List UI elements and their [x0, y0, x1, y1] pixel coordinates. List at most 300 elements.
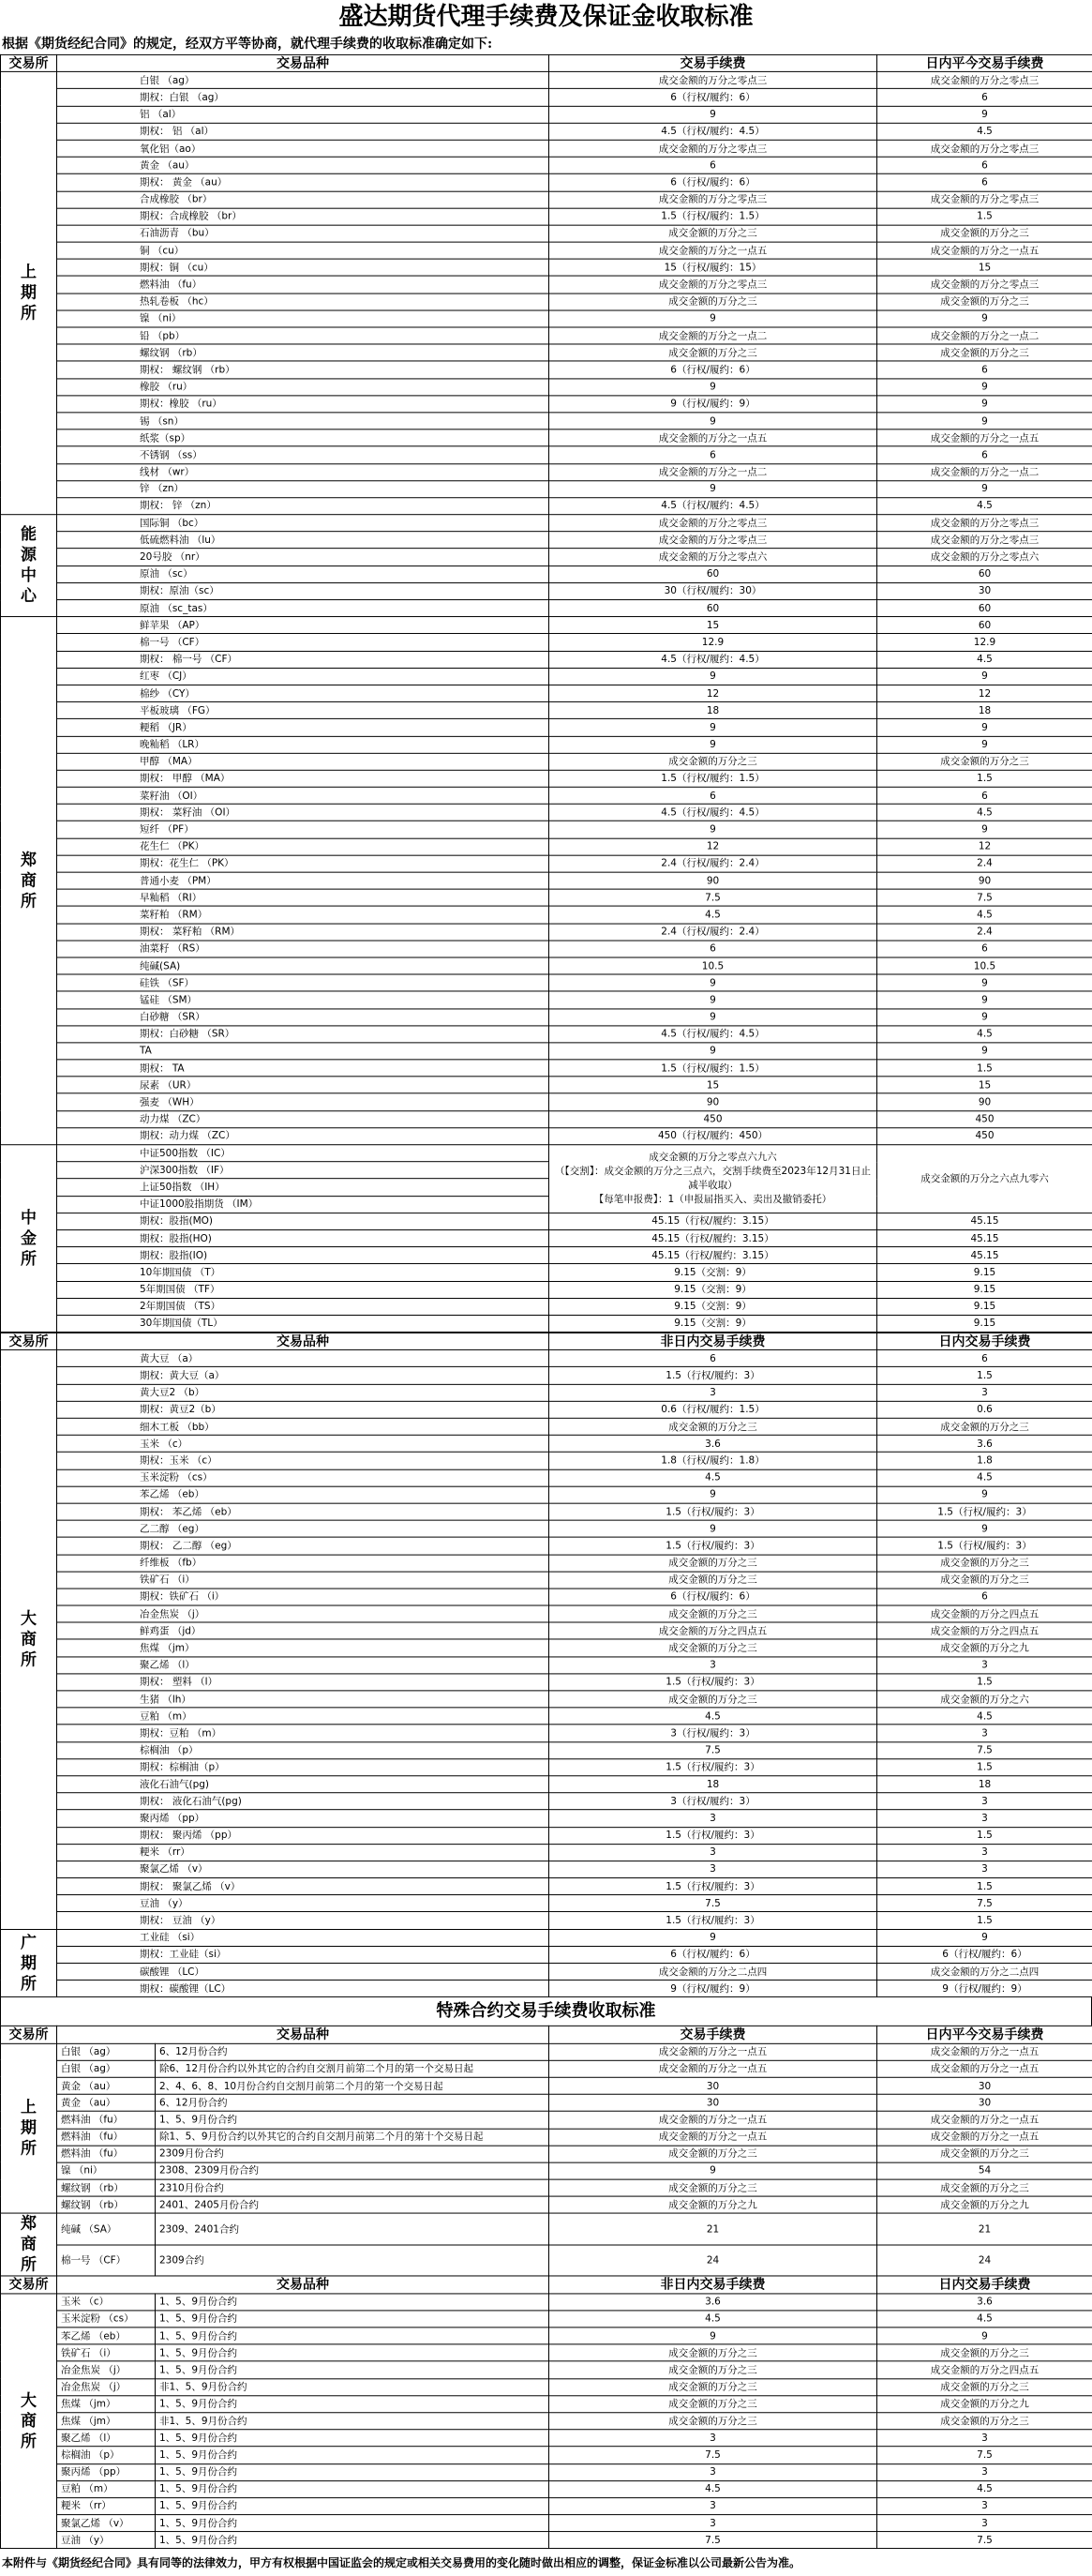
main-fee-table	[0, 54, 1092, 1333]
product-cell: 期权： 甲醇 （MA）	[57, 770, 549, 787]
fee-cell: 1.5（行权/履约：3）	[549, 1367, 877, 1384]
table-row	[1, 838, 1092, 855]
table-row	[1, 651, 1092, 668]
intraday-fee-cell: 18	[877, 702, 1092, 719]
intraday-fee-cell: 成交金额的万分之四点五	[877, 1622, 1092, 1639]
product-cell: 30年期国债（TL）	[57, 1315, 549, 1332]
fee-cell: 9	[549, 2162, 877, 2179]
fee-cell: 9.15（交割：9）	[549, 1281, 877, 1298]
header-fee: 非日内交易手续费	[549, 1333, 877, 1349]
fee-cell: 21	[549, 2214, 877, 2245]
product-cell: 苯乙烯 （eb）	[57, 2327, 156, 2344]
table-row	[1, 1741, 1092, 1758]
fee-cell: 4.5	[549, 906, 877, 923]
intraday-fee-cell: 成交金额的万分之三	[877, 344, 1092, 361]
fee-cell: 成交金额的万分之零点三	[549, 72, 877, 89]
table-row	[1, 2396, 1092, 2413]
fee-cell: 18	[549, 1776, 877, 1793]
table-row	[1, 446, 1092, 463]
intraday-fee-cell: 成交金额的万分之一点二	[877, 463, 1092, 480]
table-row	[1, 2327, 1092, 2344]
intraday-fee-cell: 成交金额的万分之零点三	[877, 191, 1092, 208]
intraday-fee-cell: 3	[877, 1860, 1092, 1877]
fee-cell: 2.4（行权/履约：2.4）	[549, 924, 877, 941]
table-row	[1, 2413, 1092, 2430]
product-cell: 期权：股指(MO)	[57, 1213, 549, 1229]
table-row	[1, 1555, 1092, 1572]
contract-cell: 1、5、9月份合约	[156, 2430, 549, 2447]
fee-cell: 6（行权/履约：6）	[549, 89, 877, 106]
fee-cell: 1.5（行权/履约：3）	[549, 1759, 877, 1776]
fee-cell: 成交金额的万分之零点三	[549, 532, 877, 549]
table-row	[1, 1963, 1092, 1980]
intraday-fee-cell: 成交金额的万分之一点五	[877, 2112, 1092, 2129]
product-cell: 细木工板 （bb）	[57, 1418, 549, 1435]
fee-cell: 9	[549, 310, 877, 327]
table-row	[1, 565, 1092, 582]
product-cell: 期权：铜 （cu）	[57, 259, 549, 276]
product-cell: 不锈钢 （ss）	[57, 446, 549, 463]
exchange-label: 郑 商 所	[1, 2214, 57, 2277]
fee-cell: 成交金额的万分之零点六	[549, 549, 877, 565]
fee-cell: 3	[549, 2463, 877, 2480]
fee-cell: 1.5（行权/履约：3）	[549, 1503, 877, 1520]
product-cell: 粳稻 （JR）	[57, 719, 549, 736]
product-cell: 纤维板 （fb）	[57, 1555, 549, 1572]
fee-cell: 7.5	[549, 1895, 877, 1912]
fee-cell: 18	[549, 702, 877, 719]
product-cell: 期权： 棉一号 （CF）	[57, 651, 549, 668]
intraday-fee-cell: 4.5	[877, 1026, 1092, 1043]
product-cell: 期权：黄大豆（a）	[57, 1367, 549, 1384]
product-cell: 棕榈油 （p）	[57, 1741, 549, 1758]
fee-cell: 3	[549, 1384, 877, 1401]
intraday-fee-cell: 成交金额的万分之零点三	[877, 515, 1092, 532]
intraday-fee-cell: 4.5	[877, 906, 1092, 923]
product-cell: 5年期国债 （TF）	[57, 1281, 549, 1298]
product-cell: 冶金焦炭 （j）	[57, 2361, 156, 2378]
product-cell: 期权： 豆油 （y）	[57, 1912, 549, 1929]
intraday-fee-cell: 成交金额的万分之三	[877, 225, 1092, 242]
product-cell: 冶金焦炭 （j）	[57, 1605, 549, 1622]
product-cell: 纯碱 （SA）	[57, 2214, 156, 2245]
product-cell: 燃料油 （fu）	[57, 277, 549, 294]
fee-cell: 90	[549, 872, 877, 889]
product-cell: 原油 （sc）	[57, 565, 549, 582]
table-row	[1, 719, 1092, 736]
product-cell: 黄大豆 （a）	[57, 1350, 549, 1367]
header-exchange: 交易所	[1, 2026, 57, 2043]
product-cell: 动力煤 （ZC）	[57, 1110, 549, 1127]
exchange-label: 大 商 所	[1, 1350, 57, 1929]
product-cell: 玉米淀粉 （cs）	[57, 1469, 549, 1486]
product-cell: 10年期国债 （T）	[57, 1264, 549, 1281]
product-cell: 原油 （sc_tas）	[57, 600, 549, 617]
contract-cell: 2309合约	[156, 2245, 549, 2276]
product-cell: 焦煤 （jm）	[57, 1639, 549, 1656]
intraday-fee-cell: 450	[877, 1110, 1092, 1127]
intraday-fee-cell: 10.5	[877, 957, 1092, 974]
table-row	[1, 736, 1092, 753]
intraday-fee-cell: 1.5（行权/履约：3）	[877, 1537, 1092, 1554]
intraday-fee-cell: 7.5	[877, 889, 1092, 906]
table-row	[1, 634, 1092, 651]
contract-cell: 2309月份合约	[156, 2146, 549, 2162]
table-row	[1, 2311, 1092, 2327]
table-row	[1, 2463, 1092, 2480]
table-row	[1, 498, 1092, 515]
fee-cell: 9	[549, 1929, 877, 1946]
table-row	[1, 242, 1092, 259]
table-row	[1, 1810, 1092, 1827]
intraday-fee-cell: 9	[877, 480, 1092, 497]
fee-cell: 3	[549, 2430, 877, 2447]
table-row	[1, 1981, 1092, 1997]
intraday-fee-cell: 7.5	[877, 1741, 1092, 1758]
product-cell: 黄大豆2 （b）	[57, 1384, 549, 1401]
contract-cell: 1、5、9月份合约	[156, 2344, 549, 2361]
contract-cell: 1、5、9月份合约	[156, 2463, 549, 2480]
table-row	[1, 2214, 1092, 2245]
fee-cell: 9	[549, 106, 877, 123]
fee-cell: 成交金额的万分之三	[549, 2146, 877, 2162]
table-row	[1, 582, 1092, 599]
intraday-fee-cell: 成交金额的万分之三	[877, 2344, 1092, 2361]
table-row	[1, 225, 1092, 242]
table-row	[1, 1418, 1092, 1435]
table-row	[1, 2077, 1092, 2094]
fee-cell: 6（行权/履约：6）	[549, 174, 877, 191]
table-row	[1, 1572, 1092, 1589]
fee-cell: 12.9	[549, 634, 877, 651]
fee-cell: 15	[549, 617, 877, 634]
intraday-fee-cell: 60	[877, 565, 1092, 582]
fee-cell: 450（行权/履约：450）	[549, 1128, 877, 1145]
table-row	[1, 1230, 1092, 1247]
intraday-fee-cell: 3	[877, 1810, 1092, 1827]
fee-cell: 6	[549, 1350, 877, 1367]
fee-cell: 15	[549, 1077, 877, 1093]
product-cell: 铅 （pb）	[57, 327, 549, 344]
table-row	[1, 2060, 1092, 2077]
product-cell: 燃料油 （fu）	[57, 2129, 156, 2146]
intraday-fee-cell: 9	[877, 396, 1092, 413]
product-cell: 期权：花生仁 （PK）	[57, 855, 549, 872]
intraday-fee-cell: 成交金额的万分之一点五	[877, 2043, 1092, 2060]
intraday-fee-cell: 30	[877, 2077, 1092, 2094]
table-row	[1, 123, 1092, 140]
intraday-fee-cell: 9.15	[877, 1281, 1092, 1298]
fee-cell: 3	[549, 1860, 877, 1877]
intraday-fee-cell: 成交金额的万分之三	[877, 2378, 1092, 2395]
product-cell: 期权：黄豆2（b）	[57, 1401, 549, 1418]
fee-cell: 6	[549, 787, 877, 804]
fee-cell: 6（行权/履约：6）	[549, 361, 877, 378]
exchange-label: 大 商 所	[1, 2294, 57, 2549]
product-cell: 普通小麦 （PM）	[57, 872, 549, 889]
contract-cell: 1、5、9月份合约	[156, 2311, 549, 2327]
fee-cell: 9	[549, 719, 877, 736]
product-cell: 焦煤 （jm）	[57, 2396, 156, 2413]
fee-cell: 9	[549, 736, 877, 753]
fee-cell: 9（行权/履约：9）	[549, 1981, 877, 1997]
table-row	[1, 906, 1092, 923]
table-row	[1, 991, 1092, 1008]
fee-cell: 3（行权/履约：3）	[549, 1793, 877, 1810]
table-row	[1, 1639, 1092, 1656]
product-cell: 石油沥青 （bu）	[57, 225, 549, 242]
fee-cell: 成交金额的万分之一点二	[549, 327, 877, 344]
fee-cell: 1.5（行权/履约：3）	[549, 1878, 877, 1895]
intraday-fee-cell: 9	[877, 974, 1092, 991]
table-row	[1, 106, 1092, 123]
product-cell: 玉米 （c）	[57, 2294, 156, 2311]
table-row	[1, 277, 1092, 294]
product-cell: 黄金 （au）	[57, 157, 549, 173]
product-cell: 鲜苹果 （AP）	[57, 617, 549, 634]
fee-cell: 45.15（行权/履约：3.15）	[549, 1230, 877, 1247]
intraday-fee-cell: 60	[877, 617, 1092, 634]
intraday-fee-cell: 24	[877, 2245, 1092, 2276]
table-row	[1, 1503, 1092, 1520]
product-cell: 聚氯乙烯 （v）	[57, 1860, 549, 1877]
intro-text: 根据《期货经纪合同》的规定，经双方平等协商，就代理手续费的收取标准确定如下:	[2, 36, 493, 52]
intraday-fee-cell: 45.15	[877, 1247, 1092, 1264]
intraday-fee-cell: 1.5	[877, 1912, 1092, 1929]
product-cell: 白砂糖 （SR）	[57, 1008, 549, 1025]
intraday-fee-cell: 9	[877, 378, 1092, 395]
table-row	[1, 1264, 1092, 1281]
intraday-fee-cell: 6	[877, 941, 1092, 957]
table-row	[1, 1315, 1092, 1332]
intraday-fee-cell: 4.5	[877, 805, 1092, 821]
contract-cell: 1、5、9月份合约	[156, 2112, 549, 2129]
intraday-fee-cell: 9	[877, 991, 1092, 1008]
table-row	[1, 1860, 1092, 1877]
intraday-fee-cell: 6	[877, 446, 1092, 463]
intraday-fee-cell: 30	[877, 582, 1092, 599]
product-cell: 期权： 苯乙烯 （eb）	[57, 1503, 549, 1520]
product-cell: 期权：原油（sc）	[57, 582, 549, 599]
table-row	[1, 1622, 1092, 1639]
table-row	[1, 770, 1092, 787]
intraday-fee-cell: 9	[877, 1008, 1092, 1025]
table-row	[1, 2294, 1092, 2311]
table-row	[1, 1674, 1092, 1691]
fee-cell: 9	[549, 1520, 877, 1537]
product-cell: 期权： 乙二醇 （eg）	[57, 1537, 549, 1554]
fee-cell: 6（行权/履约：6）	[549, 1946, 877, 1963]
product-cell: 纸浆（sp）	[57, 429, 549, 446]
intraday-fee-cell: 18	[877, 1776, 1092, 1793]
intraday-fee-cell: 54	[877, 2162, 1092, 2179]
intraday-fee-cell: 7.5	[877, 1895, 1092, 1912]
product-cell: 期权：橡胶 （ru）	[57, 396, 549, 413]
fee-cell: 24	[549, 2245, 877, 2276]
contract-cell: 2、4、6、8、10月份合约自交割月前第二个月的第一个交易日起	[156, 2077, 549, 2094]
header-row	[1, 1333, 1092, 1349]
intraday-fee-cell: 9	[877, 1929, 1092, 1946]
product-cell: 铝 （al）	[57, 106, 549, 123]
contract-cell: 除1、5、9月份合约以外其它的合约自交割月前第二个月的第十个交易日起	[156, 2129, 549, 2146]
fee-cell: 9	[549, 991, 877, 1008]
product-cell: 螺纹钢 （rb）	[57, 2196, 156, 2213]
header-exchange: 交易所	[1, 1333, 57, 1349]
fee-cell: 3	[549, 2497, 877, 2514]
intraday-fee-cell: 3.6	[877, 1435, 1092, 1452]
fee-cell: 4.5（行权/履约：4.5）	[549, 805, 877, 821]
table-row	[1, 1247, 1092, 1264]
intraday-fee-cell: 成交金额的万分之四点五	[877, 2361, 1092, 2378]
table-row	[1, 1537, 1092, 1554]
product-cell: 聚丙烯 （pp）	[57, 1810, 549, 1827]
product-cell: 燃料油 （fu）	[57, 2146, 156, 2162]
product-cell: 纯碱(SA)	[57, 957, 549, 974]
product-cell: 鲜鸡蛋 （jd）	[57, 1622, 549, 1639]
table-row	[1, 515, 1092, 532]
intraday-fee-cell: 45.15	[877, 1230, 1092, 1247]
intraday-fee-cell: 成交金额的万分之三	[877, 2179, 1092, 2196]
header-product: 交易品种	[57, 2026, 549, 2043]
table-row	[1, 1895, 1092, 1912]
product-cell: 橡胶 （ru）	[57, 378, 549, 395]
table-row	[1, 1844, 1092, 1860]
table-row	[1, 208, 1092, 225]
fee-cell: 成交金额的万分之一点二	[549, 463, 877, 480]
intraday-fee-cell: 3	[877, 1793, 1092, 1810]
intraday-fee-cell: 9	[877, 821, 1092, 838]
intraday-fee-cell: 12.9	[877, 634, 1092, 651]
product-cell: 镍 （ni）	[57, 2162, 156, 2179]
product-cell: 螺纹钢 （rb）	[57, 344, 549, 361]
product-cell: 粳米 （rr）	[57, 2497, 156, 2514]
header-product: 交易品种	[57, 54, 549, 71]
table-row	[1, 2245, 1092, 2276]
intraday-fee-cell: 成交金额的万分之九	[877, 1639, 1092, 1656]
product-cell: 铜 （cu）	[57, 242, 549, 259]
table-row	[1, 1026, 1092, 1043]
fee-cell: 4.5（行权/履约：4.5）	[549, 651, 877, 668]
intraday-fee-cell: 3	[877, 2430, 1092, 2447]
intraday-fee-cell: 4.5	[877, 123, 1092, 140]
header-exchange: 交易所	[1, 2276, 57, 2293]
intraday-fee-cell: 9	[877, 736, 1092, 753]
fee-cell: 6	[549, 157, 877, 173]
fee-cell: 成交金额的万分之三	[549, 1691, 877, 1708]
contract-cell: 2308、2309月份合约	[156, 2162, 549, 2179]
intraday-fee-cell: 成交金额的万分之三	[877, 1572, 1092, 1589]
product-cell: 棉一号 （CF）	[57, 634, 549, 651]
table-row	[1, 344, 1092, 361]
product-cell: 工业硅 （si）	[57, 1929, 549, 1946]
fee-cell: 3	[549, 1844, 877, 1860]
product-cell: 期权： 菜籽粕 （RM）	[57, 924, 549, 941]
table-row	[1, 2129, 1092, 2146]
intraday-fee-cell: 6（行权/履约：6）	[877, 1946, 1092, 1963]
product-cell: 聚氯乙烯 （v）	[57, 2515, 156, 2532]
contract-cell: 1、5、9月份合约	[156, 2327, 549, 2344]
product-cell: 螺纹钢 （rb）	[57, 2179, 156, 2196]
fee-cell: 1.5（行权/履约：3）	[549, 1827, 877, 1844]
product-cell: 玉米淀粉 （cs）	[57, 2311, 156, 2327]
fee-cell: 成交金额的万分之四点五	[549, 1622, 877, 1639]
table-row	[1, 327, 1092, 344]
table-row	[1, 1145, 1092, 1162]
fee-cell: 成交金额的万分之二点四	[549, 1963, 877, 1980]
table-row	[1, 1077, 1092, 1093]
fee-cell: 成交金额的万分之三	[549, 753, 877, 770]
product-cell: 20号胶 （nr）	[57, 549, 549, 565]
table-row	[1, 174, 1092, 191]
product-cell: 氧化铝（ao）	[57, 140, 549, 157]
product-cell: 期权：股指(IO)	[57, 1247, 549, 1264]
product-cell: 聚丙烯 （pp）	[57, 2463, 156, 2480]
intraday-fee-cell: 成交金额的万分之零点三	[877, 140, 1092, 157]
fee-cell: 4.5	[549, 2311, 877, 2327]
table-row	[1, 89, 1092, 106]
table-row	[1, 1793, 1092, 1810]
intraday-fee-cell: 3	[877, 1844, 1092, 1860]
table-row	[1, 2515, 1092, 2532]
fee-cell: 9	[549, 1008, 877, 1025]
table-row	[1, 1912, 1092, 1929]
product-cell: 棕榈油 （p）	[57, 2447, 156, 2463]
index-fee-line: 成交金额的万分之零点六九六	[649, 1152, 777, 1164]
contract-cell: 1、5、9月份合约	[156, 2515, 549, 2532]
intraday-fee-cell: 1.5	[877, 1759, 1092, 1776]
fee-cell: 30	[549, 2077, 877, 2094]
intraday-fee-cell: 9.15	[877, 1298, 1092, 1315]
table-row	[1, 821, 1092, 838]
table-row	[1, 617, 1092, 634]
intraday-fee-cell: 3.6	[877, 2294, 1092, 2311]
product-cell: 白银 （ag）	[57, 2043, 156, 2060]
product-cell: 期权： 塑料 （l）	[57, 1674, 549, 1691]
product-cell: 锌 （zn）	[57, 480, 549, 497]
table-row	[1, 1929, 1092, 1946]
product-cell: 期权： 铝 （al）	[57, 123, 549, 140]
product-cell: 期权：棕榈油（p）	[57, 1759, 549, 1776]
product-cell: 红枣 （CJ）	[57, 668, 549, 685]
intraday-fee-cell: 1.5（行权/履约：3）	[877, 1503, 1092, 1520]
table-row	[1, 1589, 1092, 1605]
intraday-fee-cell: 成交金额的万分之一点二	[877, 327, 1092, 344]
intraday-fee-cell: 9（行权/履约：9）	[877, 1981, 1092, 1997]
product-cell: 棉一号 （CF）	[57, 2245, 156, 2276]
fee-cell: 成交金额的万分之一点五	[549, 2060, 877, 2077]
index-fee-cell	[549, 1145, 877, 1213]
intraday-fee-cell: 90	[877, 1093, 1092, 1110]
table-row	[1, 1281, 1092, 1298]
product-cell: 铁矿石 （i）	[57, 2344, 156, 2361]
fee-cell: 6（行权/履约：6）	[549, 1589, 877, 1605]
intraday-fee-cell: 成交金额的万分之零点六	[877, 549, 1092, 565]
product-cell: 白银 （ag）	[57, 72, 549, 89]
product-cell: 铁矿石 （i）	[57, 1572, 549, 1589]
fee-cell: 9.15（交割：9）	[549, 1298, 877, 1315]
table-row	[1, 855, 1092, 872]
product-cell: 期权： TA	[57, 1060, 549, 1077]
intraday-fee-cell: 45.15	[877, 1213, 1092, 1229]
intraday-fee-cell: 成交金额的万分之二点四	[877, 1963, 1092, 1980]
product-cell: 期权： 液化石油气(pg)	[57, 1793, 549, 1810]
product-cell: 锡 （sn）	[57, 413, 549, 429]
product-cell: 2年期国债 （TS）	[57, 1298, 549, 1315]
fee-cell: 9	[549, 480, 877, 497]
table-row	[1, 1213, 1092, 1229]
table-row	[1, 1435, 1092, 1452]
exchange-label: 上 期 所	[1, 2043, 57, 2214]
